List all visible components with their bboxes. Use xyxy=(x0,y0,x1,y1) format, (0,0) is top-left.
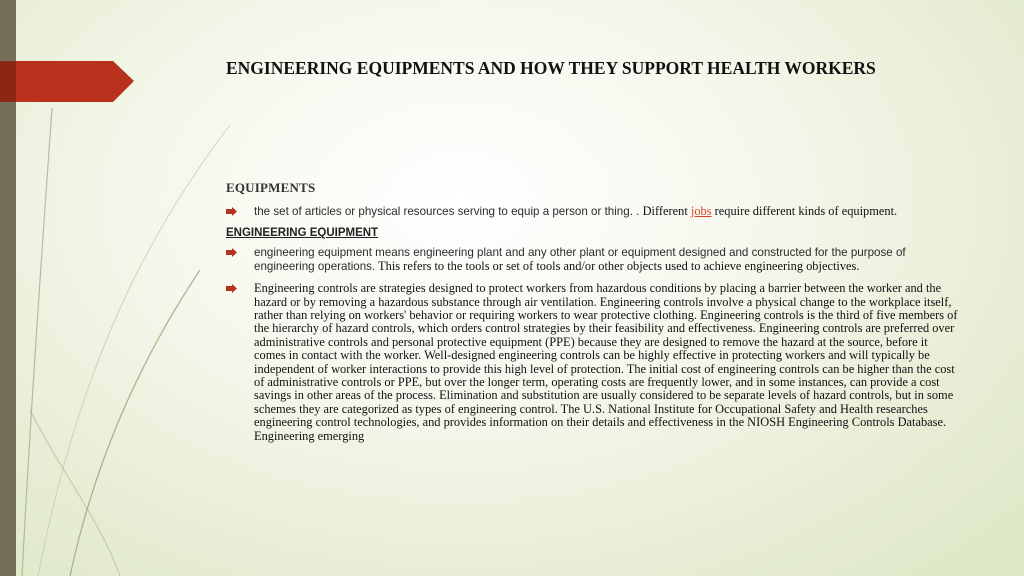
equipments-heading: EQUIPMENTS xyxy=(226,180,316,195)
engineering-equipment-heading: ENGINEERING EQUIPMENT xyxy=(226,227,379,240)
arrow-bullet-icon xyxy=(226,207,237,216)
red-arrow-tab xyxy=(0,61,134,102)
slide-title: ENGINEERING EQUIPMENTS AND HOW THEY SUPPORT HEALTH WORKERS xyxy=(226,58,876,78)
engineering-equipment-bullet-1 xyxy=(226,246,962,273)
engineering-equipment-explanation: This refers to the tools or set of tools and/or other objects used to achieve engineering objectives. xyxy=(375,258,860,273)
engineering-controls-text: Engineering controls are strategies designed to protect workers from hazardous conditions by placing a barrier between the worker and the hazard or by removing a hazardous substance through air ventilation. Engineering controls involve a physical change to the workplace itself, rather than relying on workers' behavior or requiring workers to wear protective clothing. Engineering controls is the third of five members of the hierarchy of hazard controls, which orders control strategies by their feasibility and effectiveness. Engineering controls are preferred over administrative controls and personal protective equipment (PPE) because they are designed to remove the hazard at the source, before it comes in contact with the worker. Well-designed engineering controls can be highly effective in protecting workers and will typically be independent of worker interactions to provide this high level of protection. The initial cost of engineering controls can be higher than the cost of administrative controls or PPE, but over the longer term, operating costs are frequently lower, and in some instances, can provide a cost savings in other areas of the process. Elimination and substitution are usually considered to be separate levels of hazard controls, but in some schemes they are categorized as types of engineering control. The U.S. National Institute for Occupational Safety and Health researches engineering control technologies, and provides information on their details and effectiveness in the NIOSH Engineering Controls Database. Engineering emerging xyxy=(254,281,958,443)
engineering-controls-bullet xyxy=(226,282,962,443)
arrow-bullet-icon xyxy=(226,248,237,257)
equipments-bullet xyxy=(226,205,962,218)
jobs-link[interactable]: jobs xyxy=(690,204,712,218)
arrow-bullet-icon xyxy=(226,284,237,293)
slide-content xyxy=(226,180,962,452)
equipments-definition: the set of articles or physical resources serving to equip a person or thing. . xyxy=(254,205,643,218)
equipments-tail-text: require different kinds of equipment. xyxy=(711,204,898,218)
equipments-different-text: Different xyxy=(642,204,691,218)
engineering-equipment-definition: engineering equipment means engineering plant and any other plant or equipment designed and constructed for the purpose of engineering operations. xyxy=(254,246,906,273)
